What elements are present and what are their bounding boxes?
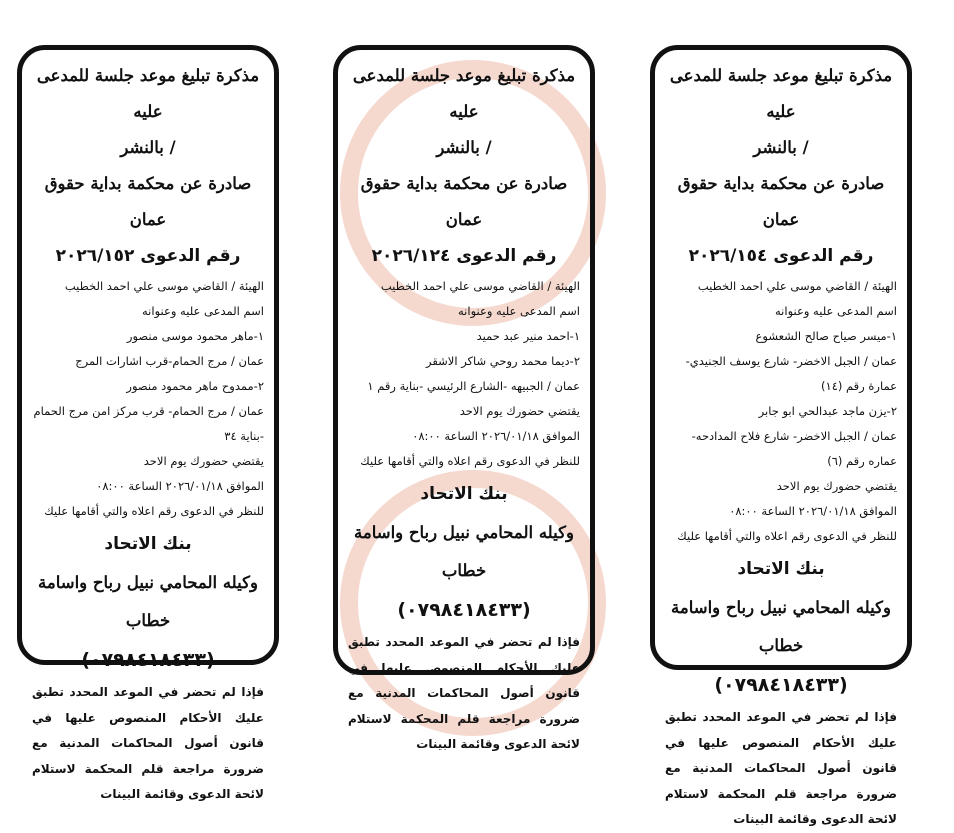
notice-card-middle (333, 45, 595, 751)
detail-line: الهيئة / القاضي موسى علي احمد الخطيب (697, 279, 897, 293)
detail-line: للنظر في الدعوى رقم اعلاه والتي أقامها عليك (44, 504, 264, 518)
detail-line: يقتضي حضورك يوم الاحد (459, 404, 580, 418)
detail-line: ٢-ديما محمد روحي شاكر الاشقر (425, 354, 580, 368)
warning-text: فإذا لم تحضر في الموعد المحدد تطبق عليك الأحكام المنصوص عليها في قانون أصول المحاكمات المدنية مع ضرورة مراجعة قلم المحكمة لاستلام لائحة الدعوى وقائمة البينات (348, 635, 580, 751)
case-number: رقم الدعوى ٢٠٢٦/١٥٢ (55, 246, 241, 266)
detail-line: للنظر في الدعوى رقم اعلاه والتي أقامها عليك (360, 454, 580, 468)
detail-line: ٢-ممدوح ماهر محمود منصور (126, 379, 264, 393)
detail-line: للنظر في الدعوى رقم اعلاه والتي أقامها عليك (677, 529, 897, 543)
detail-line: عمان / مرج الحمام- قرب مركز امن مرج الحمام (33, 404, 264, 418)
lawyer-phone: (٠٧٩٨٤١٨٤٣٣) (81, 649, 215, 671)
court-name: صادرة عن محكمة بداية حقوق عمان (677, 174, 885, 229)
detail-line: عمان / الجبل الاخضر- شارع يوسف الجنيدي- (685, 354, 897, 368)
detail-line: ٢-يزن ماجد عبدالحي ابو جابر (758, 404, 897, 418)
detail-line: ١-ماهر محمود موسى منصور (126, 329, 264, 343)
notice-subtitle: / بالنشر (120, 138, 176, 157)
detail-line: اسم المدعى عليه وعنوانه (458, 304, 580, 318)
lawyer-name: وكيله المحامي نبيل رباح واسامة خطاب (671, 598, 891, 655)
warning-text: فإذا لم تحضر في الموعد المحدد تطبق عليك الأحكام المنصوص عليها في قانون أصول المحاكمات المدنية مع ضرورة مراجعة قلم المحكمة لاستلام لائحة الدعوى وقائمة البينات (32, 685, 264, 801)
detail-line: عمان / الجبيهه -الشارع الرئيسي -بناية رقم ١ (367, 379, 580, 393)
notice-card-right (650, 45, 912, 826)
case-number: رقم الدعوى ٢٠٢٦/١٥٤ (688, 246, 874, 266)
detail-line: الهيئة / القاضي موسى علي احمد الخطيب (380, 279, 580, 293)
lawyer-phone: (٠٧٩٨٤١٨٤٣٣) (714, 674, 848, 696)
notice-title: مذكرة تبليغ موعد جلسة للمدعى عليه (352, 66, 576, 121)
plaintiff-name: بنك الاتحاد (737, 559, 825, 579)
notice-subtitle: / بالنشر (753, 138, 809, 157)
notice-card-left (17, 45, 279, 801)
detail-line: -بناية ٣٤ (224, 429, 264, 443)
plaintiff-name: بنك الاتحاد (104, 534, 192, 554)
detail-line: عمان / مرج الحمام-قرب اشارات المرج (75, 354, 264, 368)
notice-title: مذكرة تبليغ موعد جلسة للمدعى عليه (669, 66, 893, 121)
detail-line: الهيئة / القاضي موسى علي احمد الخطيب (64, 279, 264, 293)
detail-line: يقتضي حضورك يوم الاحد (143, 454, 264, 468)
detail-line: الموافق ٢٠٢٦/٠١/١٨ الساعة ٠٨:٠٠ (412, 429, 580, 443)
notice-subtitle: / بالنشر (436, 138, 492, 157)
detail-line: ١-احمد منير عبد حميد (476, 329, 580, 343)
detail-line: اسم المدعى عليه وعنوانه (142, 304, 264, 318)
detail-line: اسم المدعى عليه وعنوانه (775, 304, 897, 318)
notice-title: مذكرة تبليغ موعد جلسة للمدعى عليه (36, 66, 260, 121)
court-name: صادرة عن محكمة بداية حقوق عمان (44, 174, 252, 229)
detail-line: عمارة رقم (١٤) (821, 379, 897, 393)
detail-line: يقتضي حضورك يوم الاحد (776, 479, 897, 493)
detail-line: عماره رقم (٦) (827, 454, 897, 468)
detail-line: عمان / الجبل الاخضر- شارع فلاح المدادحه- (691, 429, 897, 443)
detail-line: ١-ميسر صياح صالح الشعشوع (755, 329, 897, 343)
court-name: صادرة عن محكمة بداية حقوق عمان (360, 174, 568, 229)
detail-line: الموافق ٢٠٢٦/٠١/١٨ الساعة ٠٨:٠٠ (729, 504, 897, 518)
lawyer-name: وكيله المحامي نبيل رباح واسامة خطاب (354, 523, 574, 580)
warning-text: فإذا لم تحضر في الموعد المحدد تطبق عليك الأحكام المنصوص عليها في قانون أصول المحاكمات المدنية مع ضرورة مراجعة قلم المحكمة لاستلام لائحة الدعوى وقائمة البينات (665, 710, 897, 826)
lawyer-phone: (٠٧٩٨٤١٨٤٣٣) (397, 599, 531, 621)
detail-line: الموافق ٢٠٢٦/٠١/١٨ الساعة ٠٨:٠٠ (96, 479, 264, 493)
lawyer-name: وكيله المحامي نبيل رباح واسامة خطاب (38, 573, 258, 630)
plaintiff-name: بنك الاتحاد (420, 484, 508, 504)
case-number: رقم الدعوى ٢٠٢٦/١٢٤ (371, 246, 557, 266)
